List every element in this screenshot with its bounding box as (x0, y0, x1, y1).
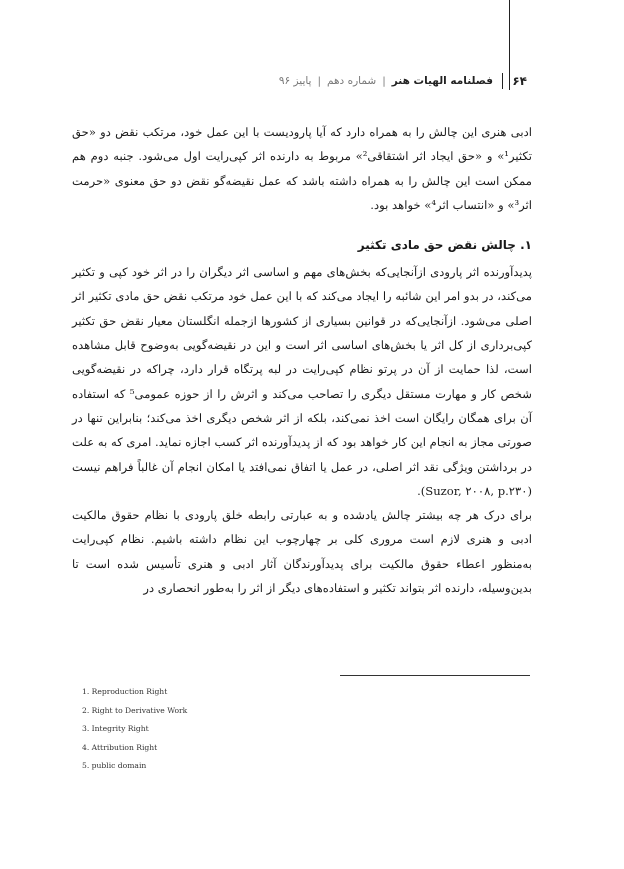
body-text (72, 120, 532, 600)
footnote-3: 3. Integrity Right (82, 724, 149, 734)
header-divider (502, 73, 503, 89)
paragraph-2: برای درک هر چه بیشتر چالش یادشده و به عبارتی رابطه خلق پارودی با نظام حقوق مالکیت ادبی و هنری لازم است مروری کلی بر چهارچوب این نظام داشته باشیم. نظام کپی‌رایت به‌منظور اعطاء حقوق مالکیت برای پدیدآورندگان آثار ادبی و هنری تأسیس شده است تا بدین‌وسیله، دارنده اثر بتواند تکثیر و استفاده‌های دیگر از اثر را به‌طور انحصاری در (72, 508, 532, 596)
paragraph-1-text: پدیدآورنده اثر پارودی ازآنجایی‌که بخش‌های مهم و اساسی اثر دیگران را در اثر خود کپی و تکثیر می‌کند، در بدو امر این شائبه را ایجاد می‌کند که با این عمل خود مرتکب نقض حق مادی تکثیر اثر اصلی می‌شود. ازآنجایی‌که در قوانین بسیاری از کشورها ازجمله انگلستان معیار نقض حق تکثیر کپی‌برداری از کل اثر یا بخش‌های اساسی اثر است و این در نقیضه‌گویی به‌وضوح قابل مشاهده است، لذا حمایت از آن در پرتو نظام کپی‌رایت در لبه پرتگاه قرار دارد، چراکه در نقیضه‌گویی شخص کار و مهارت مستقل دیگری را تصاحب می‌کند و اثرش را از حوزه عمومی⁵ که استفاده آن برای همگان رایگان است اخذ نمی‌کند، بلکه از اثر شخص دیگری اخذ می‌کند؛ بنابراین تنها در صورتی مجاز به انجام این کار خواهد بود که از پدیدآورنده اثر کسب اجازه نماید. امری که به علت در برداشتن ویژگی نقد اثر اصلی، در عمل یا اتفاق نمی‌افتد یا امکان انجام آن غالباً فراهم نیست (72, 265, 532, 474)
footnote-1: 1. Reproduction Right (82, 687, 168, 696)
running-header (279, 73, 527, 89)
issue-season: پاییز ۹۶ (278, 75, 312, 87)
header-separator: | (382, 75, 386, 87)
journal-name: فصلنامه الهیات هنر (391, 75, 494, 87)
paragraph-1-end: . (417, 483, 421, 498)
footnote-5: 5. public domain (82, 761, 147, 771)
page-number: ۶۴ (512, 74, 527, 88)
footnote-divider (340, 675, 530, 676)
header-separator: | (317, 75, 322, 87)
intro-paragraph: ادبی هنری این چالش را به همراه دارد که آیا پارودیست با این عمل خود، مرتکب نقض دو «حق تکثیر¹» و «حق ایجاد اثر اشتقاقی²» مربوط به دارنده اثر کپی‌رایت اول می‌شود. جنبه دوم هم ممکن است این چالش را به همراه داشته باشد که عمل نقیضه‌گو نقض دو حق معنوی «حرمت اثر³» و «انتساب اثر⁴» خواهد بود. (72, 125, 532, 212)
paragraph-1 (72, 260, 532, 503)
citation: (Suzor, ۲۰۰۸, p.۲۳۰) (420, 483, 532, 498)
section-heading: ۱. چالش نقض حق مادی تکثیر (357, 238, 532, 253)
footnote-2: 2. Right to Derivative Work (82, 705, 188, 715)
footnotes (82, 683, 382, 776)
issue-number: شماره دهم (327, 75, 377, 87)
footnote-4: 4. Attribution Right (82, 742, 158, 752)
